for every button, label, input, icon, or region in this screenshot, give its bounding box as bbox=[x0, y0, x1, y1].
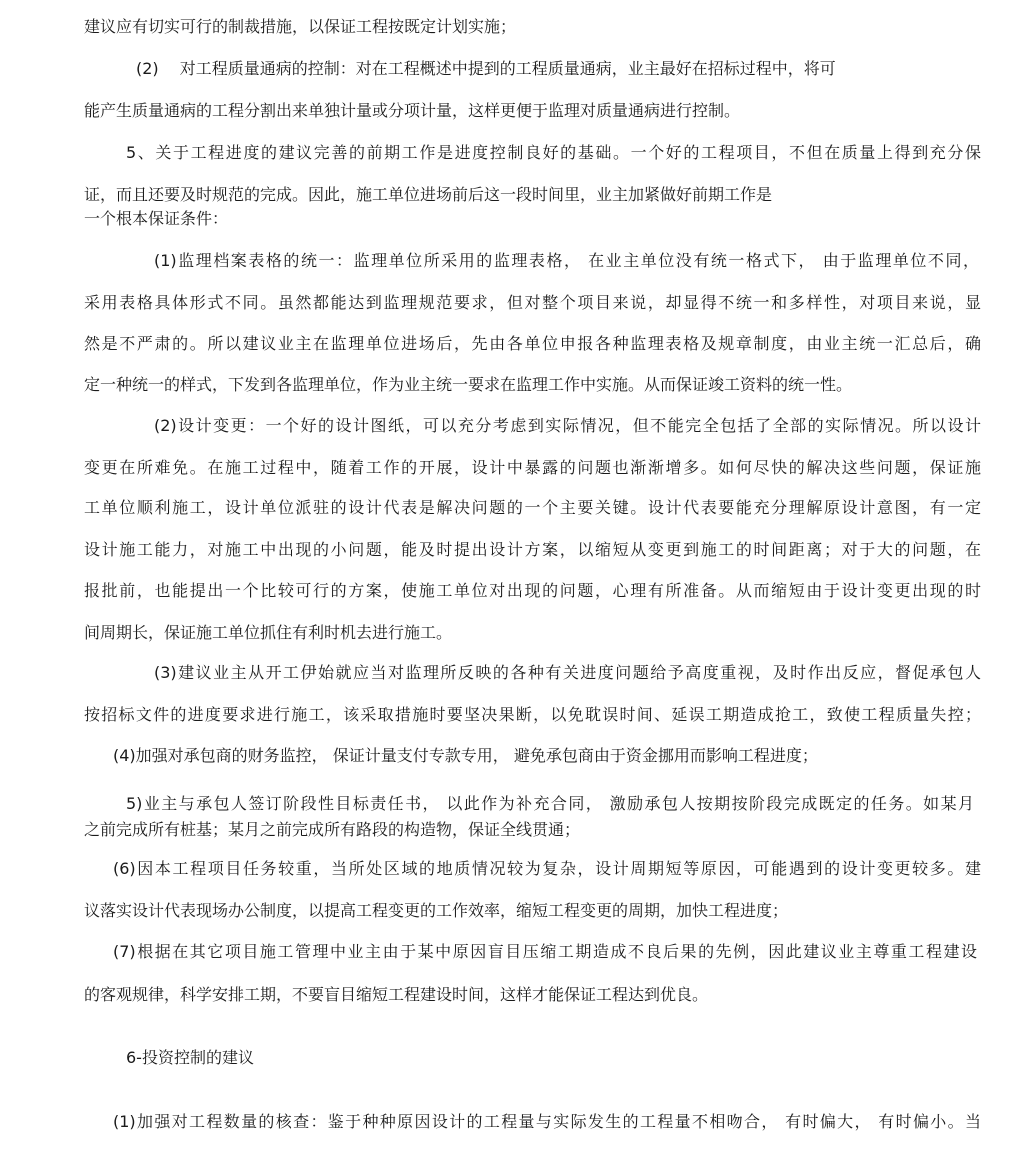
text-line: 定一种统一的样式，下发到各监理单位，作为业主统一要求在监理工作中实施。从而保证竣工资料的统一性。 bbox=[84, 375, 853, 394]
text-line: 间周期长，保证施工单位抓住有利时机去进行施工。 bbox=[84, 623, 453, 642]
text-line: 设计施工能力，对施工中出现的小问题，能及时提出设计方案，以缩短从变更到施工的时间距离；对于大的问题，在 bbox=[84, 540, 981, 559]
text-line: 工单位顺利施工，设计单位派驻的设计代表是解决问题的一个主要关键。设计代表要能充分理解原设计意图，有一定 bbox=[84, 498, 981, 517]
text-line: (2) 对工程质量通病的控制：对在工程概述中提到的工程质量通病，业主最好在招标过程中，将可 bbox=[136, 59, 836, 78]
text-line: (6)因本工程项目任务较重，当所处区域的地质情况较为复杂，设计周期短等原因，可能遇到的设计变更较多。建 bbox=[113, 859, 981, 878]
section-heading-investment: 6-投资控制的建议 bbox=[126, 1048, 254, 1067]
text-line: 采用表格具体形式不同。虽然都能达到监理规范要求，但对整个项目来说，却显得不统一和多样性，对项目来说，显 bbox=[84, 293, 981, 312]
text-line: (3)建议业主从开工伊始就应当对监理所反映的各种有关进度问题给予高度重视，及时作出反应，督促承包人 bbox=[154, 663, 981, 682]
text-line: 建议应有切实可行的制裁措施，以保证工程按既定计划实施； bbox=[84, 17, 517, 36]
text-line: 议落实设计代表现场办公制度，以提高工程变更的工作效率，缩短工程变更的周期，加快工程进度； bbox=[84, 901, 789, 920]
text-line: 能产生质量通病的工程分割出来单独计量或分项计量，这样更便于监理对质量通病进行控制。 bbox=[84, 101, 741, 120]
text-line: (1)加强对工程数量的核查：鉴于种种原因设计的工程量与实际发生的工程量不相吻合， 有时偏大， 有时偏小。当 bbox=[113, 1112, 981, 1131]
text-line: (2)设计变更：一个好的设计图纸，可以充分考虑到实际情况，但不能完全包括了全部的实际情况。所以设计 bbox=[154, 416, 981, 435]
text-line: 的客观规律，科学安排工期，不要盲目缩短工程建设时间，这样才能保证工程达到优良。 bbox=[84, 985, 709, 1004]
text-line: 报批前，也能提出一个比较可行的方案，使施工单位对出现的问题，心理有所准备。从而缩短由于设计变更出现的时 bbox=[84, 581, 981, 600]
text-line: 证，而且还要及时规范的完成。因此，施工单位进场前后这一段时间里，业主加紧做好前期工作是 bbox=[84, 185, 773, 204]
text-line: 变更在所难免。在施工过程中，随着工作的开展，设计中暴露的问题也渐渐增多。如何尽快的解决这些问题，保证施 bbox=[84, 458, 981, 477]
text-line: 之前完成所有桩基；某月之前完成所有路段的构造物，保证全线贯通； bbox=[84, 820, 581, 839]
text-line: (7)根据在其它项目施工管理中业主由于某中原因盲目压缩工期造成不良后果的先例，因此建议业主尊重工程建设 bbox=[113, 942, 977, 961]
text-line: (4)加强对承包商的财务监控， 保证计量支付专款专用， 避免承包商由于资金挪用而影响工程进度； bbox=[113, 746, 818, 765]
text-line: 然是不严肃的。所以建议业主在监理单位进场后，先由各单位申报各种监理表格及规章制度，由业主统一汇总后，确 bbox=[84, 334, 981, 353]
text-line: 5)业主与承包人签订阶段性目标责任书， 以此作为补充合同， 激励承包人按期按阶段完成既定的任务。如某月 bbox=[126, 794, 974, 813]
text-line: 按招标文件的进度要求进行施工，该采取措施时要坚决果断，以免耽误时间、延误工期造成抢工，致使工程质量失控； bbox=[84, 705, 981, 724]
text-line: (1)监理档案表格的统一：监理单位所采用的监理表格， 在业主单位没有统一格式下， 由于监理单位不同， bbox=[154, 251, 979, 270]
text-line: 一个根本保证条件： bbox=[84, 209, 229, 228]
section-heading-progress: 5、关于工程进度的建议完善的前期工作是进度控制良好的基础。一个好的工程项目，不但在质量上得到充分保 bbox=[126, 143, 981, 162]
